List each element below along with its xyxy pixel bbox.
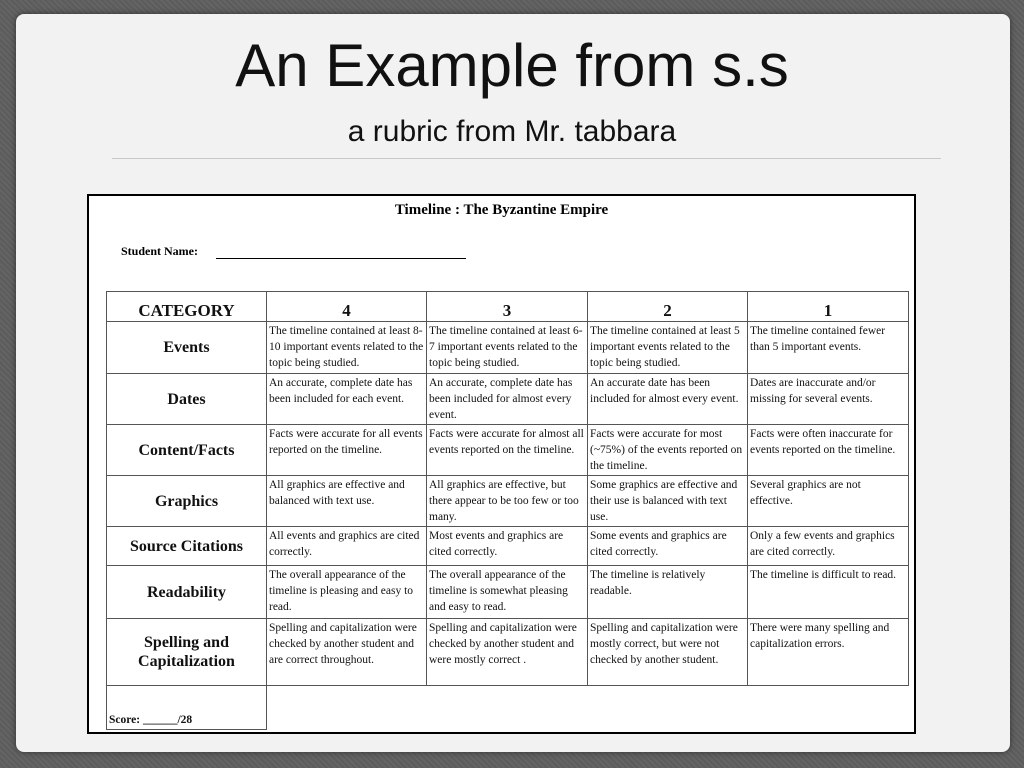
criteria-cell: Only a few events and graphics are cited correctly. bbox=[748, 527, 909, 566]
criteria-cell: The timeline is difficult to read. bbox=[748, 566, 909, 619]
score-row-empty bbox=[267, 686, 909, 730]
criteria-cell: There were many spelling and capitalization errors. bbox=[748, 619, 909, 686]
rubric-document bbox=[87, 194, 916, 734]
table-row bbox=[107, 566, 909, 619]
criteria-cell: The timeline contained at least 5 important events related to the topic being studied. bbox=[588, 322, 748, 374]
title-divider bbox=[112, 158, 941, 159]
table-row bbox=[107, 476, 909, 527]
slide-title: An Example from s.s bbox=[235, 32, 789, 99]
table-row bbox=[107, 374, 909, 425]
criteria-cell: Facts were accurate for most (~75%) of the events reported on the timeline. bbox=[588, 425, 748, 476]
category-cell: Spelling and Capitalization bbox=[107, 619, 267, 686]
table-row bbox=[107, 619, 909, 686]
score-row bbox=[107, 686, 909, 730]
slide-subtitle: a rubric from Mr. tabbara bbox=[347, 115, 677, 148]
criteria-cell: Dates are inaccurate and/or missing for several events. bbox=[748, 374, 909, 425]
criteria-cell: The overall appearance of the timeline is pleasing and easy to read. bbox=[267, 566, 427, 619]
criteria-cell: Some graphics are effective and their use is balanced with text use. bbox=[588, 476, 748, 527]
table-row bbox=[107, 322, 909, 374]
header-category: CATEGORY bbox=[107, 292, 267, 322]
header-score-3: 3 bbox=[427, 292, 588, 322]
criteria-cell: Spelling and capitalization were checked by another student and were mostly correct . bbox=[427, 619, 588, 686]
student-name-label: Student Name: bbox=[121, 244, 198, 258]
criteria-cell: Some events and graphics are cited correctly. bbox=[588, 527, 748, 566]
category-cell: Content/Facts bbox=[107, 425, 267, 476]
rubric-header-row bbox=[107, 292, 909, 322]
header-score-1: 1 bbox=[748, 292, 909, 322]
criteria-cell: Spelling and capitalization were mostly correct, but were not checked by another student. bbox=[588, 619, 748, 686]
table-row bbox=[107, 425, 909, 476]
criteria-cell: The timeline contained at least 8-10 important events related to the topic being studied. bbox=[267, 322, 427, 374]
criteria-cell: All graphics are effective and balanced with text use. bbox=[267, 476, 427, 527]
score-label: Score: ______/28 bbox=[107, 686, 267, 730]
criteria-cell: An accurate, complete date has been included for almost every event. bbox=[427, 374, 588, 425]
criteria-cell: Facts were accurate for almost all events reported on the timeline. bbox=[427, 425, 588, 476]
category-cell: Dates bbox=[107, 374, 267, 425]
criteria-cell: The timeline is relatively readable. bbox=[588, 566, 748, 619]
criteria-cell: Facts were accurate for all events reported on the timeline. bbox=[267, 425, 427, 476]
criteria-cell: All graphics are effective, but there appear to be too few or too many. bbox=[427, 476, 588, 527]
header-score-4: 4 bbox=[267, 292, 427, 322]
criteria-cell: All events and graphics are cited correctly. bbox=[267, 527, 427, 566]
criteria-cell: Spelling and capitalization were checked by another student and are correct throughout. bbox=[267, 619, 427, 686]
document-title: Timeline : The Byzantine Empire bbox=[394, 202, 609, 218]
criteria-cell: An accurate date has been included for almost every event. bbox=[588, 374, 748, 425]
criteria-cell: Facts were often inaccurate for events reported on the timeline. bbox=[748, 425, 909, 476]
category-cell: Graphics bbox=[107, 476, 267, 527]
criteria-cell: The timeline contained at least 6-7 important events related to the topic being studied. bbox=[427, 322, 588, 374]
criteria-cell: Several graphics are not effective. bbox=[748, 476, 909, 527]
criteria-cell: Most events and graphics are cited correctly. bbox=[427, 527, 588, 566]
category-cell: Source Citations bbox=[107, 527, 267, 566]
table-row bbox=[107, 527, 909, 566]
criteria-cell: The timeline contained fewer than 5 important events. bbox=[748, 322, 909, 374]
header-score-2: 2 bbox=[588, 292, 748, 322]
category-cell: Events bbox=[107, 322, 267, 374]
criteria-cell: An accurate, complete date has been included for each event. bbox=[267, 374, 427, 425]
student-name-line bbox=[216, 258, 466, 259]
criteria-cell: The overall appearance of the timeline is somewhat pleasing and easy to read. bbox=[427, 566, 588, 619]
category-cell: Readability bbox=[107, 566, 267, 619]
rubric-table bbox=[106, 291, 909, 730]
